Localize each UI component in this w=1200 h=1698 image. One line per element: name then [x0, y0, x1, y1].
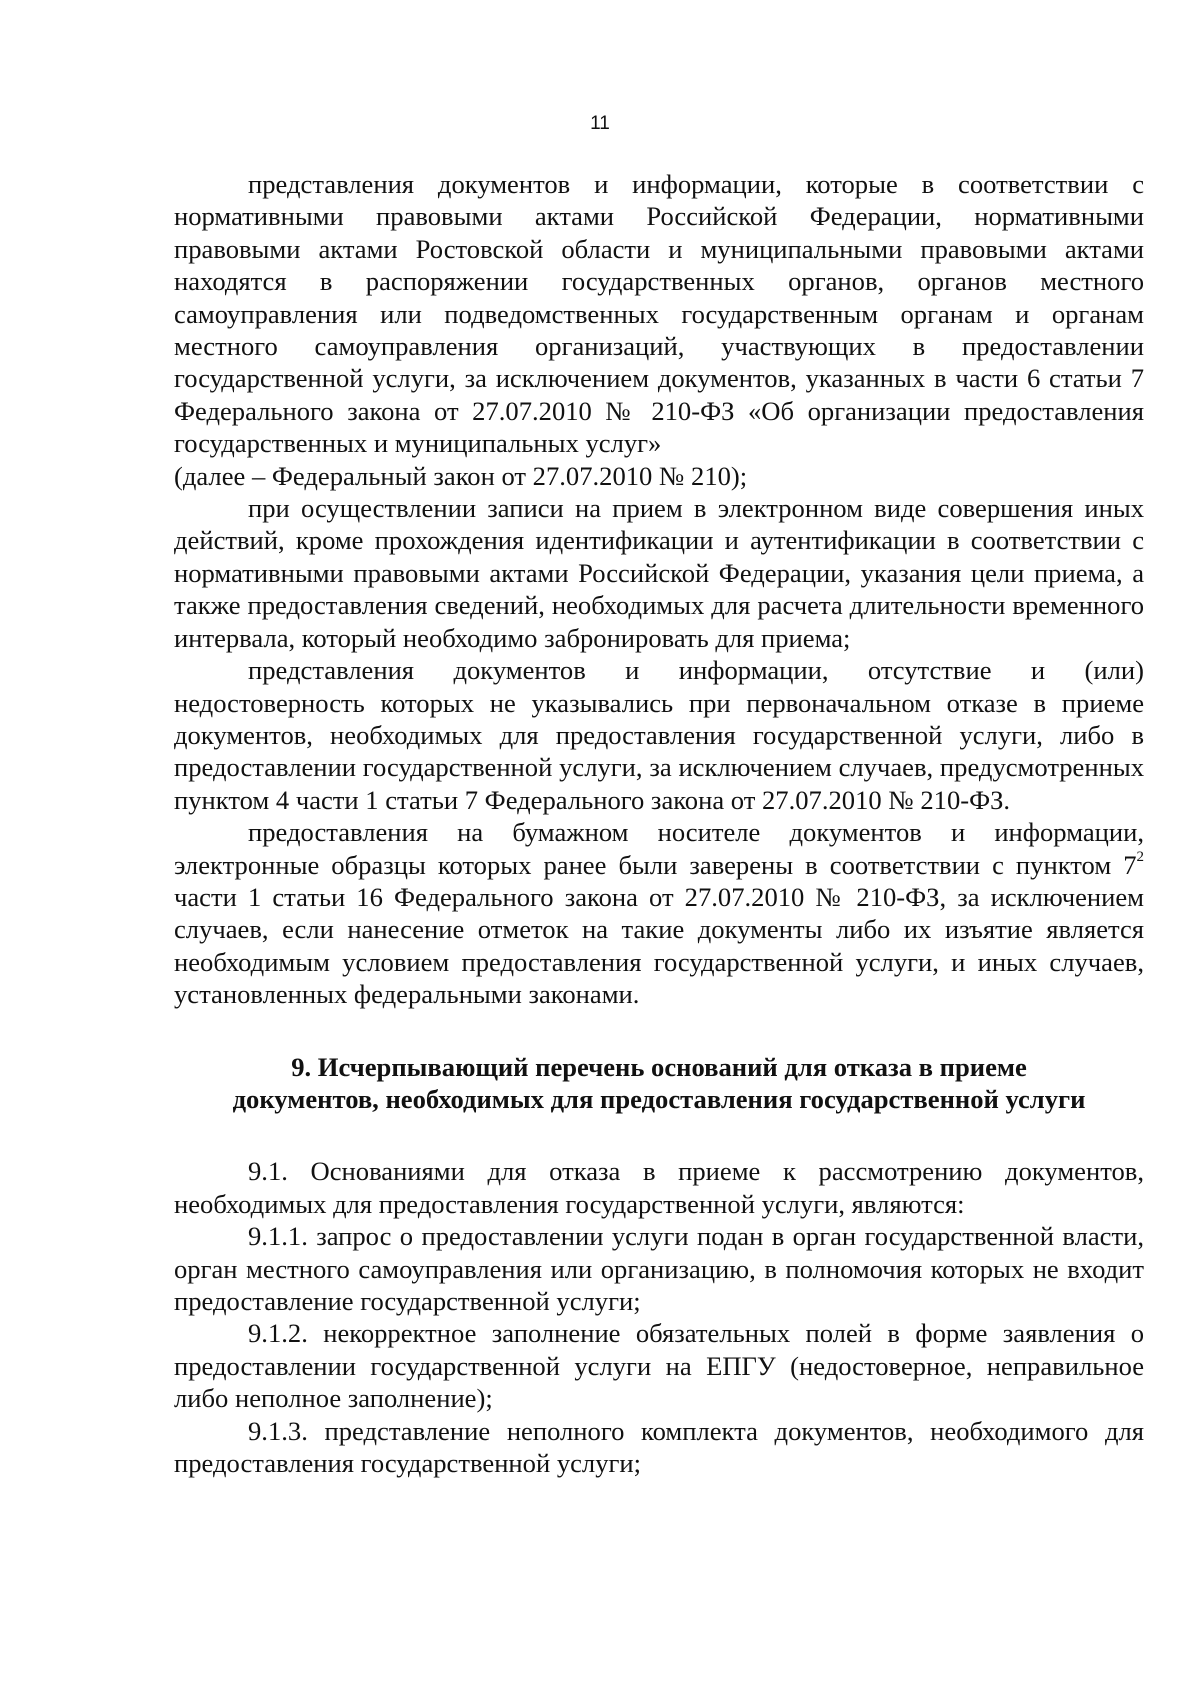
item-9-1-2: 9.1.2. некорректное заполнение обязательных полей в форме заявления о предоставлении государственной услуги на ЕПГУ (недостоверное, неправильное либо неполное заполнение); — [174, 1318, 1144, 1414]
section-heading-line1: 9. Исчерпывающий перечень оснований для отказа в приеме — [291, 1051, 1027, 1082]
page-number: 11 — [590, 113, 610, 134]
document-body — [174, 168, 1144, 1479]
superscript-2: 2 — [1136, 848, 1144, 865]
paragraph-documents-info-tail: (далее – Федеральный закон от 27.07.2010 № 210); — [174, 460, 748, 491]
item-9-1: 9.1. Основаниями для отказа в приеме к рассмотрению документов, необходимых для предоставления государственной услуги, являются: — [174, 1156, 1144, 1219]
paragraph-paper-documents-part2: части 1 статьи 16 Федерального закона от 27.07.2010 № 210-ФЗ, за исключением случаев, если нанесение отметок на такие документы либо их изъятие является необходимым условием предоставления государственной услуги, и иных случаев, установленных федеральными законами. — [174, 881, 1144, 1010]
section-heading — [174, 1051, 1144, 1116]
paragraph-paper-documents — [174, 816, 1144, 1010]
paragraph-electronic-appointment: при осуществлении записи на прием в электронном виде совершения иных действий, кроме прохождения идентификации и аутентификации в соответствии с нормативными правовыми актами Российской Федерации, указания цели приема, а также предоставления сведений, необходимых для расчета длительности временного интервала, который необходимо забронировать для приема; — [174, 493, 1144, 653]
section-heading-line2: документов, необходимых для предоставления государственной услуги — [232, 1083, 1086, 1114]
item-9-1-3: 9.1.3. представление неполного комплекта документов, необходимого для предоставления государственной услуги; — [174, 1415, 1144, 1479]
item-9-1-1: 9.1.1. запрос о предоставлении услуги подан в орган государственной власти, орган местного самоуправления или организацию, в полномочия которых не входит предоставление государственной услуги; — [174, 1221, 1144, 1316]
paragraph-unreliable-documents: представления документов и информации, отсутствие и (или) недостоверность которых не указывались при первоначальном отказе в приеме документов, необходимых для предоставления государственной услуги, либо в предоставлении государственной услуги, за исключением случаев, предусмотренных пунктом 4 части 1 статьи 7 Федерального закона от 27.07.2010 № 210-ФЗ. — [174, 655, 1144, 815]
paragraph-documents-info-text: представления документов и информации, которые в соответствии с нормативными правовыми актами Российской Федерации, нормативными правовыми актами Ростовской области и муниципальными правовыми актами находятся в распоряжении государственных органов, органов местного самоуправления или подведомственных государственным органам и органам местного самоуправления организаций, участвующих в предоставлении государственной услуги, за исключением документов, указанных в части 6 статьи 7 Федерального закона от 27.07.2010 № 210-ФЗ «Об организации предоставления государственных и муниципальных услуг» — [174, 169, 1144, 459]
paragraph-documents-info — [174, 168, 1144, 492]
paragraph-paper-documents-part1: предоставления на бумажном носителе документов и информации, электронные образцы которых ранее были заверены в соответствии с пунктом 7 — [174, 817, 1144, 880]
